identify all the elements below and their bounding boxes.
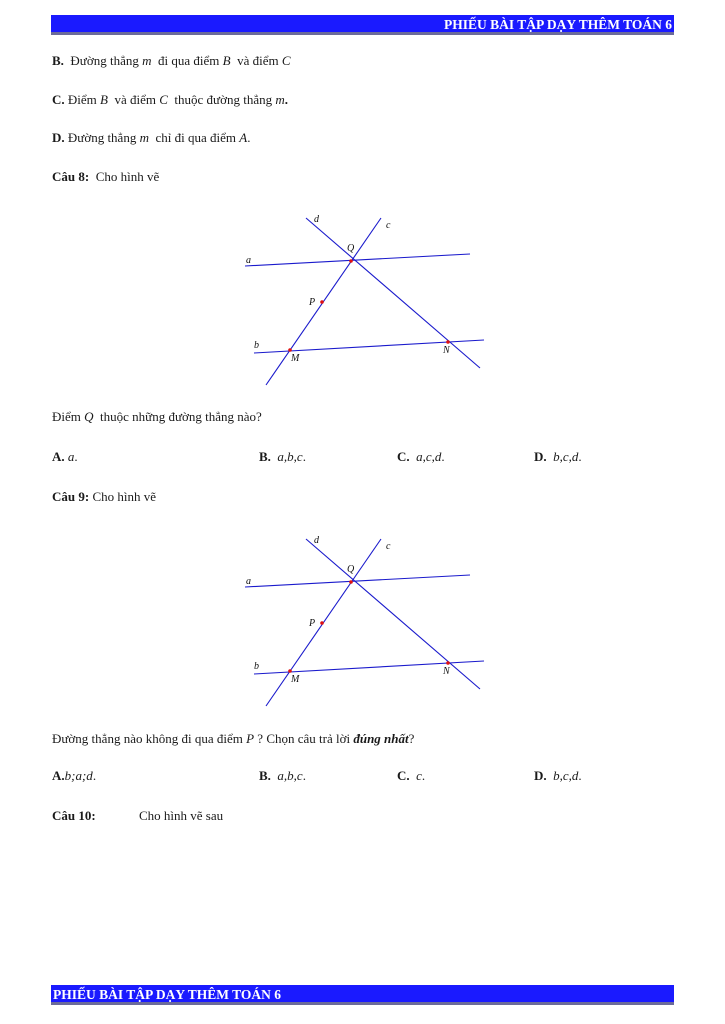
q7-option-b: B. Đường thẳng m đi qua điểm B và điểm C (52, 53, 291, 68)
point-p (320, 621, 324, 625)
label-q: Q (347, 564, 355, 575)
q7-option-d: D. Đường thẳng m chỉ đi qua điểm A. (52, 130, 251, 145)
point-n (446, 340, 450, 344)
label-n: N (443, 666, 450, 677)
label-n: N (443, 345, 450, 356)
q10-prompt: Cho hình vẽ sau (139, 808, 224, 823)
q8-heading: Câu 8: Cho hình vẽ (52, 169, 160, 184)
label-a: a (246, 576, 251, 587)
line-a (245, 254, 470, 266)
point-q (349, 259, 353, 263)
page-header: PHIẾU BÀI TẬP DẠY THÊM TOÁN 6 (51, 15, 674, 35)
point-n (446, 661, 450, 665)
q9-option-b: B. a,b,c. (259, 768, 306, 783)
q9-figure (240, 531, 490, 711)
q9-option-c: C. c. (397, 768, 426, 783)
q8-option-b: B. a,b,c. (259, 449, 306, 464)
point-m (288, 348, 292, 352)
q7-option-c: C. Điểm B và điểm C thuộc đường thẳng m. (52, 92, 288, 107)
label-c: c (386, 220, 391, 231)
q8-option-a: A. a. (52, 449, 78, 464)
point-m (288, 669, 292, 673)
point-q (349, 580, 353, 584)
q9-option-a: A.b;a;d. (52, 768, 97, 783)
label-c: c (386, 541, 391, 552)
label-q: Q (347, 243, 355, 254)
label-p: P (309, 618, 316, 629)
q8-figure (240, 210, 490, 390)
page-footer: PHIẾU BÀI TẬP DẠY THÊM TOÁN 6 (51, 985, 674, 1005)
label-a: a (246, 255, 251, 266)
label-b: b (254, 340, 259, 351)
q10-heading (52, 808, 224, 824)
point-p (320, 300, 324, 304)
label-p: P (309, 297, 316, 308)
q9-option-d: D. b,c,d. (534, 768, 582, 783)
q9-question: Đường thẳng nào không đi qua điểm P ? Chọn câu trả lời đúng nhất? (52, 731, 415, 746)
q8-option-c: C. a,c,d. (397, 449, 445, 464)
q9-heading: Câu 9: Cho hình vẽ (52, 489, 157, 504)
label-m: M (291, 353, 300, 364)
label-d: d (314, 214, 319, 225)
label-m: M (291, 674, 300, 685)
q8-question: Điểm Q thuộc những đường thẳng nào? (52, 409, 262, 424)
label-b: b (254, 661, 259, 672)
q8-option-d: D. b,c,d. (534, 449, 582, 464)
line-a (245, 575, 470, 587)
q10-label: Câu 10: (52, 808, 96, 823)
label-d: d (314, 535, 319, 546)
